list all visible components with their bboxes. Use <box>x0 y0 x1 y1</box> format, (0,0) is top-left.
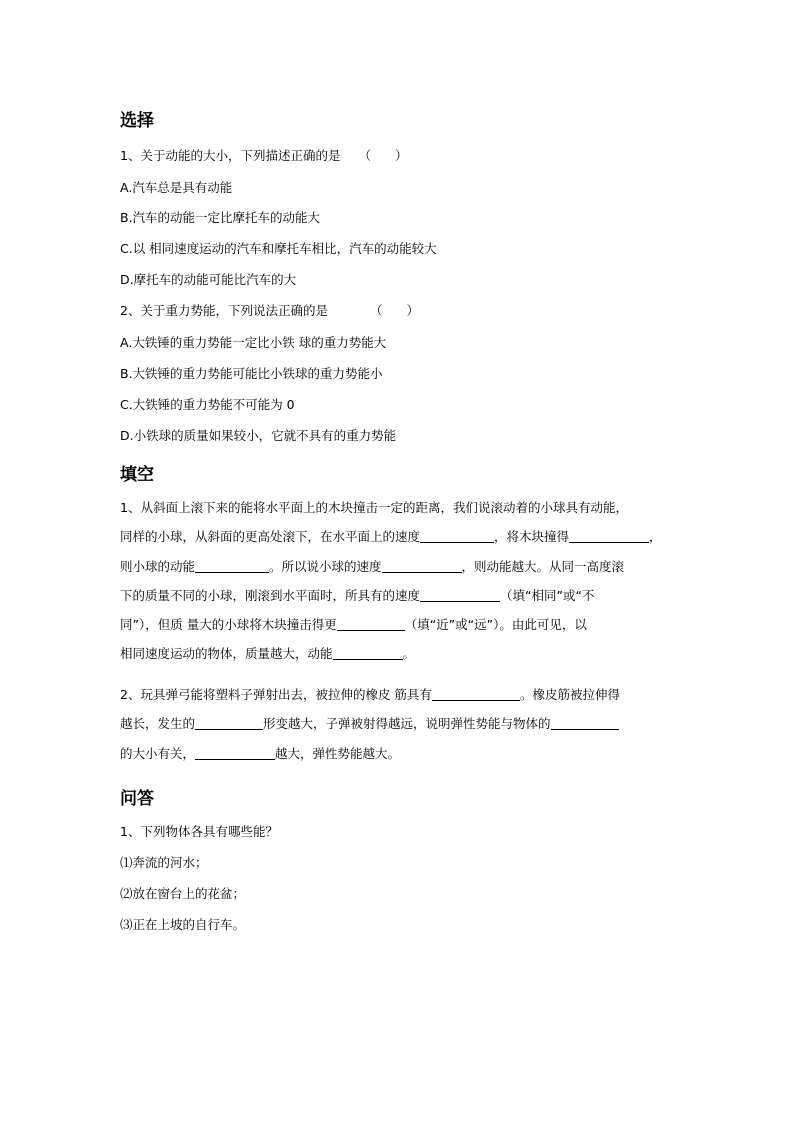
paragraph-line <box>120 581 676 610</box>
option-a: A.汽车总是具有动能 <box>120 180 233 195</box>
answer-blank <box>420 528 494 543</box>
paragraph-line <box>120 552 676 581</box>
qa-item-1: ⑴奔流的河水； <box>120 855 208 870</box>
text-run: 下的质量不同的小球，刚滚到水平面时，所具有的速度 <box>120 587 421 603</box>
question-stem-text: 2、关于重力势能，下列说法正确的是 <box>120 303 328 318</box>
answer-paren-open: （ <box>358 148 371 163</box>
answer-paren-open: （ <box>369 303 383 318</box>
text-run: 越长，发生的 <box>120 716 196 732</box>
option-b: B.汽车的动能一定比摩托车的动能大 <box>120 210 321 225</box>
answer-blank <box>195 745 275 760</box>
text-run: 。 <box>402 646 416 662</box>
fill-paragraph-2 <box>120 680 676 768</box>
answer-paren-close: ） <box>406 303 419 318</box>
answer-blank <box>432 686 520 701</box>
answer-blank <box>551 715 619 730</box>
answer-blank <box>569 528 649 543</box>
text-run: 则小球的动能 <box>120 558 196 574</box>
paragraph-line <box>120 739 676 768</box>
paragraph-line <box>120 610 676 639</box>
text-run: （填“相同”或“不 <box>500 587 595 603</box>
answer-blank <box>420 587 500 602</box>
answer-blank <box>333 645 403 660</box>
fill-paragraph-1 <box>120 493 676 669</box>
text-run: 同样的小球，从斜面的更高处滚下，在水平面上的速度 <box>120 529 421 545</box>
question-stem-text: 1、关于动能的大小，下列描述正确的是 <box>120 148 341 163</box>
paragraph-line <box>120 680 676 709</box>
question-2-stem <box>120 301 419 319</box>
section-heading-qa: 问答 <box>120 789 154 809</box>
option-c: C.以 相同速度运动的汽车和摩托车相比，汽车的动能较大 <box>120 241 437 256</box>
answer-blank <box>195 715 263 730</box>
answer-blank <box>195 558 269 573</box>
text-run: 的大小有关， <box>120 745 196 761</box>
paragraph-line <box>120 522 676 551</box>
answer-blank <box>382 558 462 573</box>
option-a: A.大铁锤的重力势能一定比小铁 球的重力势能大 <box>120 335 387 350</box>
qa-item-2: ⑵放在窗台上的花盆； <box>120 886 246 901</box>
text-run: 。橡皮筋被拉伸得 <box>519 687 620 702</box>
option-d: D.小铁球的质量如果较小，它就不具有的重力势能 <box>120 428 397 443</box>
text-run: 越大，弹性势能越大。 <box>275 745 401 761</box>
paragraph-line <box>120 709 676 738</box>
answer-blank <box>337 616 405 631</box>
option-d: D.摩托车的动能可能比汽车的大 <box>120 272 297 287</box>
section-heading-choice: 选择 <box>120 111 154 131</box>
option-b: B.大铁锤的重力势能可能比小铁球的重力势能小 <box>120 366 383 381</box>
text-run: 同”），但质 量大的小球将木块撞击得更 <box>120 617 337 633</box>
paragraph-line: 1、从斜面上滚下来的能将水平面上的木块撞击一定的距离，我们说滚动着的小球具有动能， <box>120 500 628 515</box>
text-run: 相同速度运动的物体，质量越大，动能 <box>120 646 333 662</box>
paragraph-line <box>120 639 676 668</box>
qa-item-3: ⑶正在上坡的自行车。 <box>120 917 246 932</box>
text-run: ，则动能越大。从同一高度滚 <box>461 558 625 574</box>
text-run: 。所以说小球的速度 <box>269 558 382 574</box>
qa-question-1: 1、下列物体各具有哪些能？ <box>120 824 278 839</box>
option-c: C.大铁锤的重力势能不可能为 0 <box>120 397 295 412</box>
section-heading-fill: 填空 <box>120 465 154 485</box>
text-run: 2、玩具弹弓能将塑料子弹射出去，被拉伸的橡皮 筋具有 <box>120 687 432 702</box>
text-run: ，将木块撞得 <box>494 529 570 545</box>
text-run: 形变越大，子弹被射得越远，说明弹性势能与物体的 <box>263 716 551 732</box>
answer-paren-close: ） <box>394 148 408 163</box>
text-run: ， <box>649 529 662 545</box>
text-run: （填“近”或“远”）。由此可见，以 <box>404 617 587 633</box>
question-1-stem <box>120 146 408 164</box>
